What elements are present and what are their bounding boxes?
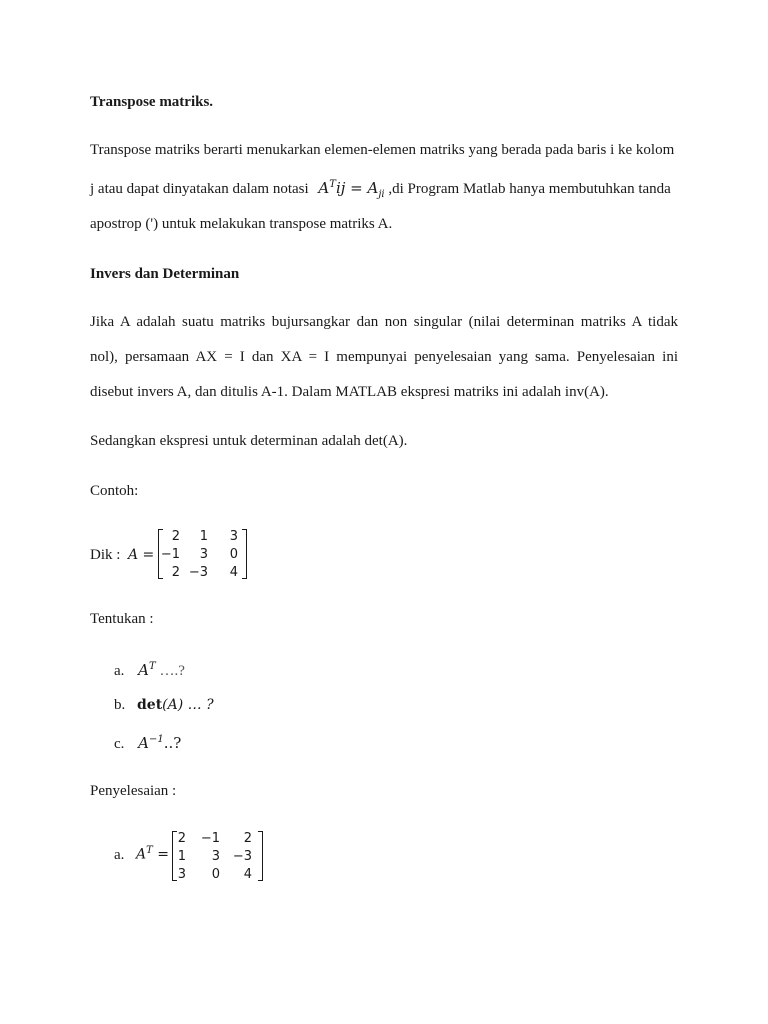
matrix-cell: 4 [229,565,238,580]
matrix-cell: 4 [243,867,252,882]
matrix-cell: −3 [232,849,252,864]
section-title-invers: Invers dan Determinan [90,266,240,282]
matrix-cell: 3 [211,849,220,864]
solution-lhs-eq: = [157,846,169,863]
matrix-right-bracket [242,529,247,579]
transpose-line-3: apostrop (') untuk melakukan transpose matriks A. [90,216,393,232]
notation-sup: T [329,179,336,190]
task-expr: (A) … ? [162,697,214,713]
solution-label: Penyelesaian : [90,783,177,799]
task-marker: c. [114,736,125,752]
invers-line-2: nol), persamaan AX = I dan XA = I mempunyai penyelesaian yang sama. Penyelesaian ini [90,349,678,365]
matrix-cell: −3 [188,565,208,580]
task-expr-sup: T [149,661,156,672]
matrix-cell: 2 [171,565,180,580]
matrix-cell: −1 [200,831,220,846]
transpose-matrix [172,830,264,882]
matrix-cell: 2 [171,529,180,544]
notation-mid: ij = A [335,179,379,197]
dik-lhs: A = [128,547,155,563]
solution-lhs-sup: T [146,845,153,856]
task-expr-base: A [138,734,150,752]
matrix-cell: −1 [160,547,180,562]
transpose-line-2-post: ,di Program Matlab hanya membutuhkan tanda [388,181,671,197]
matrix-cell: 3 [229,529,238,544]
task-expr-base: A [138,661,150,679]
transpose-line-1: Transpose matriks berarti menukarkan elemen-elemen matriks yang berada pada baris i ke kolom [90,142,675,158]
transpose-line-2 [90,179,671,200]
matrix-cell: 1 [199,529,208,544]
matrix-cell: 0 [211,867,220,882]
matrix-cell: 0 [229,547,238,562]
invers-line-4: Sedangkan ekspresi untuk determinan adalah det(A). [90,433,408,449]
notation-base: A [318,179,330,197]
task-expr [138,734,164,752]
given-matrix [158,528,248,580]
task-item-c [114,734,181,753]
transpose-line-2-pre: j atau dapat dinyatakan dalam notasi [90,181,309,197]
notation-sub: ji [378,189,385,200]
task-suffix: ….? [159,663,185,679]
invers-line-3: disebut invers A, dan ditulis A-1. Dalam MATLAB ekspresi matriks ini adalah inv(A). [90,384,609,400]
solution-marker: a. [114,847,125,863]
section-title-transpose: Transpose matriks. [90,94,214,110]
task-expr-bold: det [137,697,163,713]
invers-line-1: Jika A adalah suatu matriks bujursangkar dan non singular (nilai determinan matriks A tidak [90,314,678,330]
task-marker: b. [114,697,126,713]
solution-lhs-base: A [136,846,147,863]
task-expr-sup: −1 [149,734,164,745]
transpose-notation [318,179,385,200]
matrix-right-bracket [258,831,263,881]
task-item-a [114,661,185,680]
matrix-cell: 3 [199,547,208,562]
dik-label: Dik : [90,547,121,563]
task-expr [138,661,156,679]
task-marker: a. [114,663,125,679]
matrix-cell: 2 [177,831,186,846]
task-suffix: ..? [163,734,182,752]
matrix-cell: 2 [243,831,252,846]
matrix-cell: 3 [177,867,186,882]
task-item-b [114,697,214,714]
matrix-cell: 1 [177,849,186,864]
tasks-label: Tentukan : [90,611,154,627]
example-label: Contoh: [90,483,139,499]
